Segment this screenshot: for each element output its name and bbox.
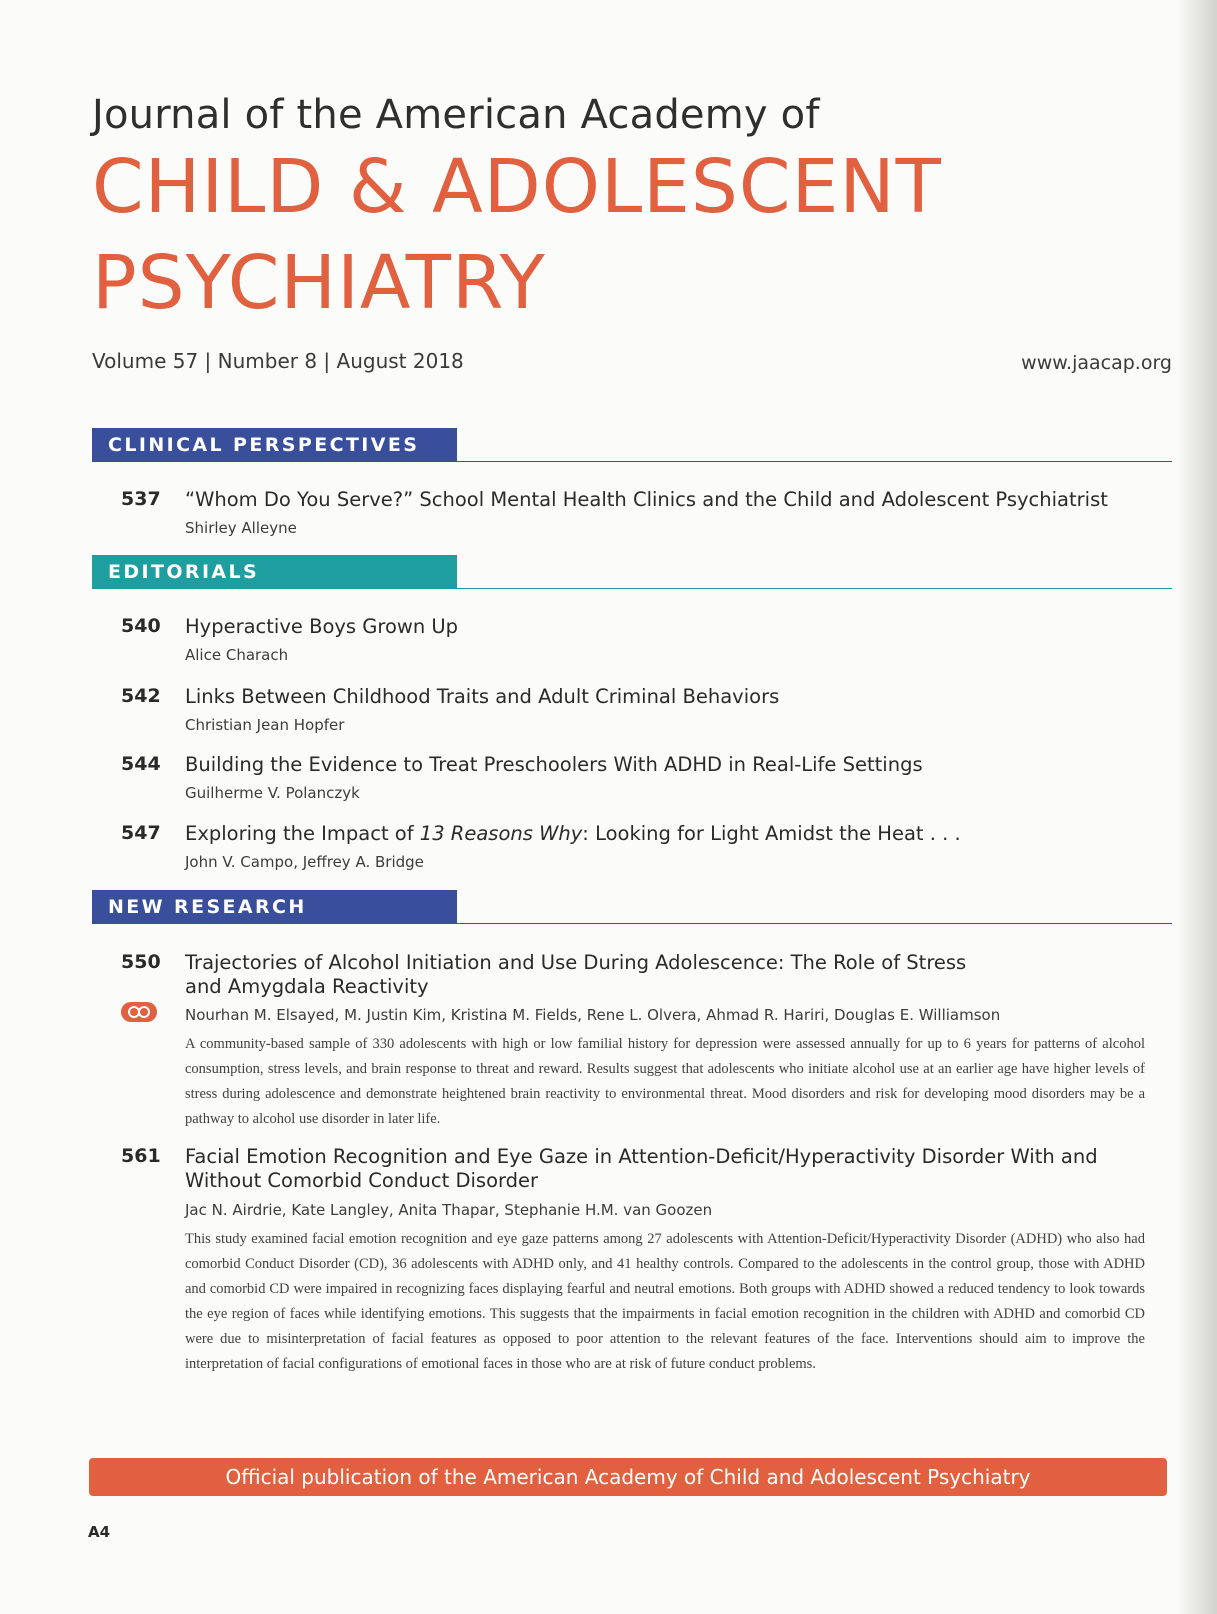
article-title-line: and Amygdala Reactivity bbox=[185, 975, 429, 998]
article-authors: Shirley Alleyne bbox=[185, 519, 297, 537]
article-page-number: 540 bbox=[121, 615, 161, 637]
article-page-number: 537 bbox=[121, 488, 161, 510]
article-authors: Jac N. Airdrie, Kate Langley, Anita Thapar, Stephanie H.M. van Goozen bbox=[185, 1201, 713, 1219]
section-header-new-research: NEW RESEARCH bbox=[92, 890, 457, 924]
article-title-text: : Looking for Light Amidst the Heat . . . bbox=[582, 822, 961, 845]
article-title[interactable] bbox=[185, 951, 966, 999]
article-authors: Nourhan M. Elsayed, M. Justin Kim, Kristina M. Fields, Rene L. Olvera, Ahmad R. Hariri, Douglas E. Williamson bbox=[185, 1006, 1001, 1024]
page-folio: A4 bbox=[88, 1523, 111, 1541]
issue-info: Volume 57 | Number 8 | August 2018 bbox=[92, 349, 464, 373]
section-rule bbox=[457, 923, 1172, 924]
article-title[interactable]: Hyperactive Boys Grown Up bbox=[185, 615, 459, 638]
article-page-number: 561 bbox=[121, 1145, 161, 1167]
section-header-clinical-perspectives: CLINICAL PERSPECTIVES bbox=[92, 428, 457, 462]
article-page-number: 550 bbox=[121, 951, 161, 973]
footer-banner: Official publication of the American Academy of Child and Adolescent Psychiatry bbox=[89, 1458, 1167, 1496]
article-title-text: Exploring the Impact of bbox=[185, 822, 420, 845]
section-rule bbox=[457, 588, 1172, 589]
ce-credit-icon bbox=[121, 1002, 157, 1022]
article-title[interactable]: “Whom Do You Serve?” School Mental Health Clinics and the Child and Adolescent Psychiatrist bbox=[185, 488, 1108, 511]
journal-title-line1: CHILD & ADOLESCENT bbox=[92, 144, 942, 230]
article-authors: John V. Campo, Jeffrey A. Bridge bbox=[185, 853, 424, 871]
article-page-number: 542 bbox=[121, 685, 161, 707]
article-abstract: A community-based sample of 330 adolescents with high or low familial history for depression were assessed annually for up to 6 years for patterns of alcohol consumption, stress levels, and brain response to threat and reward. Results suggest that adolescents who initiate alcohol use at an earlier age have higher levels of stress during adolescence and demonstrate heightened brain reactivity to environmental threat. Mood disorders and risk for developing mood disorders may be a pathway to alcohol use disorder in later life. bbox=[185, 1036, 1145, 1127]
article-authors: Guilherme V. Polanczyk bbox=[185, 784, 360, 802]
article-page-number: 544 bbox=[121, 753, 161, 775]
section-rule bbox=[457, 461, 1172, 462]
journal-title-line2: PSYCHIATRY bbox=[92, 240, 546, 326]
article-title-line: Facial Emotion Recognition and Eye Gaze in Attention-Deficit/Hyperactivity Disorder With and bbox=[185, 1145, 1098, 1168]
page-edge-shadow bbox=[1177, 0, 1217, 1614]
article-abstract: This study examined facial emotion recognition and eye gaze patterns among 27 adolescents with Attention-Deficit/Hyperactivity Disorder (ADHD) who also had comorbid Conduct Disorder (CD), 36 adolescents with ADHD only, and 41 healthy controls. Compared to the adolescents in the control group, those with ADHD and comorbid CD were impaired in recognizing faces displaying fearful and neutral emotions. Both groups with ADHD showed a reduced tendency to look towards the eye region of faces while identifying emotions. This suggests that the impairments in facial emotion recognition in the children with ADHD and comorbid CD were due to misinterpretation of facial features as opposed to poor attention to the relevant features of the face. Interventions should aim to improve the interpretation of facial configurations of emotional faces in those who are at risk of future conduct problems. bbox=[185, 1231, 1145, 1372]
article-title[interactable]: Links Between Childhood Traits and Adult Criminal Behaviors bbox=[185, 685, 780, 708]
article-page-number: 547 bbox=[121, 822, 161, 844]
website-link[interactable]: www.jaacap.org bbox=[1021, 352, 1172, 374]
article-title[interactable] bbox=[185, 822, 961, 846]
article-authors: Alice Charach bbox=[185, 646, 289, 664]
journal-name-line: Journal of the American Academy of bbox=[92, 92, 820, 138]
article-authors: Christian Jean Hopfer bbox=[185, 716, 345, 734]
article-title-italic: 13 Reasons Why bbox=[419, 822, 583, 845]
article-title[interactable]: Building the Evidence to Treat Preschoolers With ADHD in Real-Life Settings bbox=[185, 753, 923, 776]
article-title-line: Without Comorbid Conduct Disorder bbox=[185, 1169, 539, 1192]
article-title-line: Trajectories of Alcohol Initiation and Use During Adolescence: The Role of Stress bbox=[185, 951, 967, 974]
section-header-editorials: EDITORIALS bbox=[92, 555, 457, 589]
article-title[interactable] bbox=[185, 1145, 1098, 1193]
